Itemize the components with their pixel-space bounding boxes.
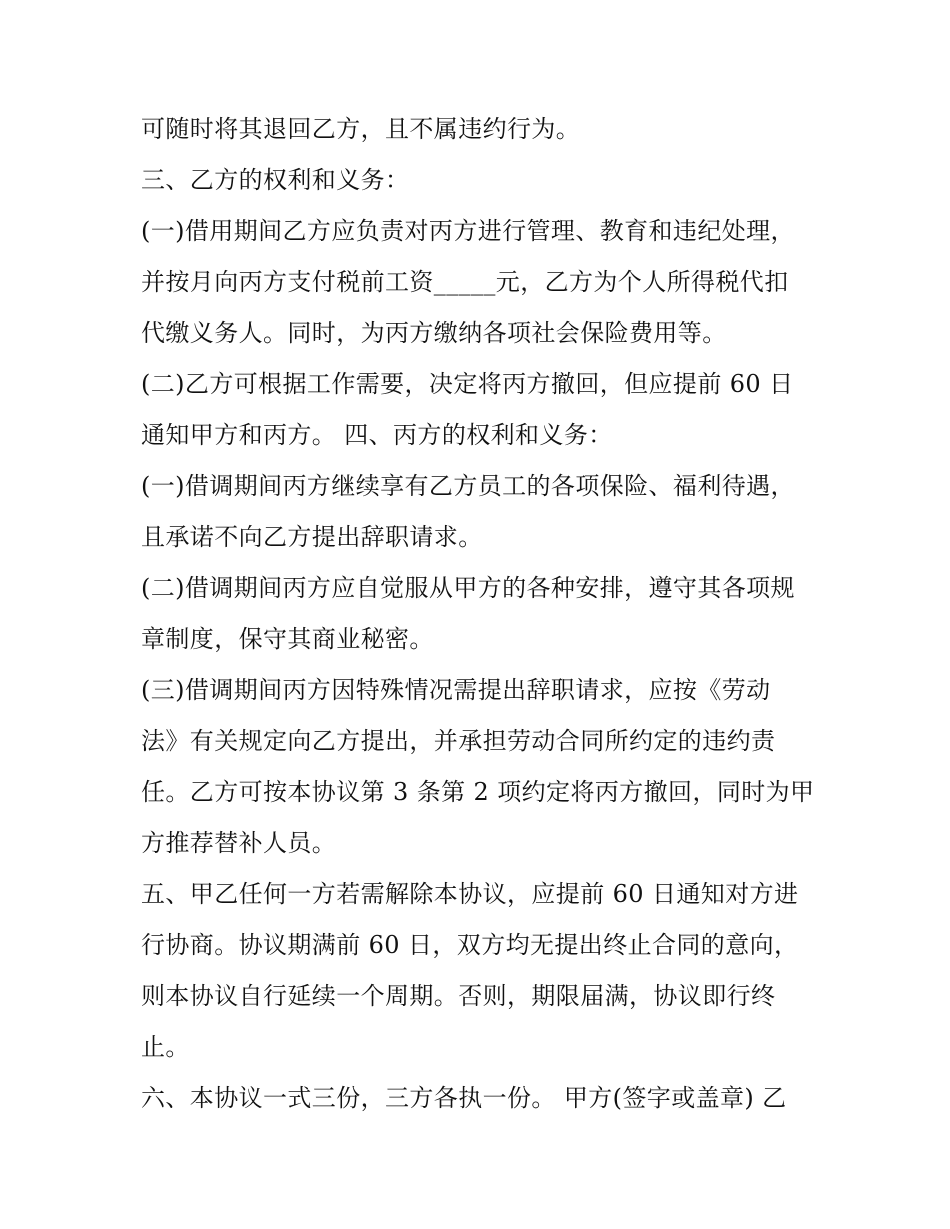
text-line: 方推荐替补人员。: [141, 829, 337, 857]
text-line: 通知甲方和丙方。 四、丙方的权利和义务：: [141, 421, 613, 449]
text-line: (二)乙方可根据工作需要，决定将丙方撤回，但应提前 60 日: [141, 370, 794, 398]
text-line: 任。乙方可按本协议第 3 条第 2 项约定将丙方撤回，同时为甲: [141, 778, 815, 806]
section-heading-5: 五、甲乙任何一方若需解除本协议，应提前 60 日通知对方进: [141, 880, 799, 908]
text-line: 且承诺不向乙方提出辞职请求。: [141, 523, 483, 551]
text-line: (三)借调期间丙方因特殊情况需提出辞职请求，应按《劳动: [141, 676, 771, 704]
text-line: 可随时将其退回乙方，且不属违约行为。: [141, 115, 581, 143]
text-line: (二)借调期间丙方应自觉服从甲方的各种安排，遵守其各项规: [141, 574, 795, 602]
section-heading-6: 六、本协议一式三份，三方各执一份。 甲方(签字或盖章) 乙: [141, 1084, 787, 1112]
text-line: 代缴义务人。同时，为丙方缴纳各项社会保险费用等。: [141, 319, 727, 347]
text-line: (一)借用期间乙方应负责对丙方进行管理、教育和违纪处理，: [141, 217, 795, 245]
text-line: 行协商。协议期满前 60 日，双方均无提出终止合同的意向，: [141, 931, 799, 959]
text-line: 法》有关规定向乙方提出，并承担劳动合同所约定的违约责: [141, 727, 776, 755]
text-line: 章制度，保守其商业秘密。: [141, 625, 434, 653]
text-line: 止。: [141, 1033, 190, 1061]
text-line: 并按月向丙方支付税前工资_____元，乙方为个人所得税代扣: [141, 268, 789, 296]
text-line: 则本协议自行延续一个周期。否则，期限届满，协议即行终: [141, 982, 776, 1010]
section-heading-3: 三、乙方的权利和义务：: [141, 166, 410, 194]
text-line: (一)借调期间丙方继续享有乙方员工的各项保险、福利待遇，: [141, 472, 795, 500]
